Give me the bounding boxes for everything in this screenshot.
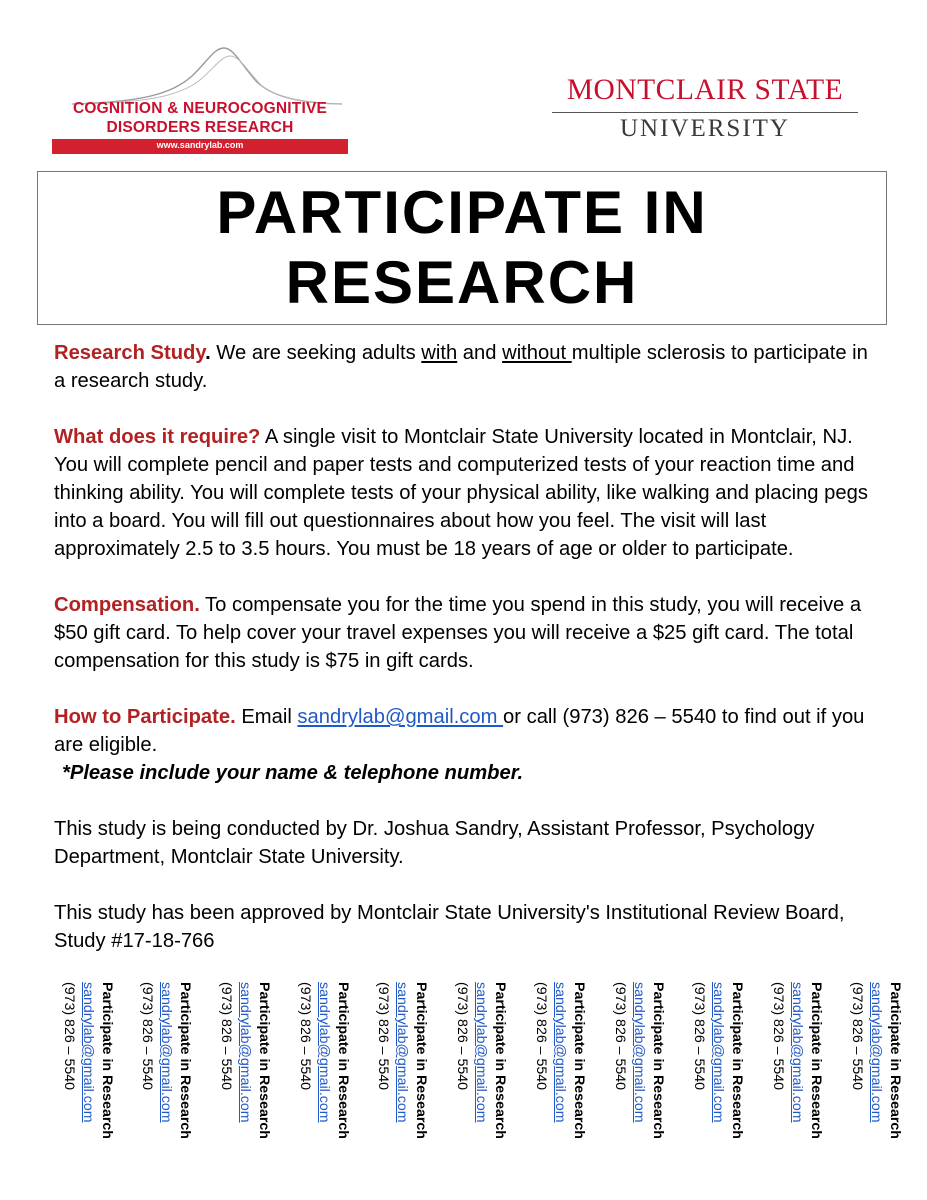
lab-logo-line1: COGNITION & NEUROCOGNITIVE [72, 100, 328, 117]
tab-title: Participate in Research [99, 982, 115, 1139]
contact-email-link[interactable]: sandrylab@gmail.com [297, 706, 504, 728]
tear-off-tab[interactable] [828, 982, 906, 1152]
tear-off-tab[interactable] [591, 982, 669, 1152]
research-study-text-a: We are seeking adults [210, 342, 422, 364]
how-to-participate-text-a: Email [235, 706, 298, 728]
tear-off-tab[interactable] [512, 982, 590, 1152]
tab-title: Participate in Research [256, 982, 272, 1139]
research-study-period: . [205, 342, 211, 364]
lab-logo-url: www.sandrylab.com [156, 140, 244, 150]
tab-email-link[interactable]: sandrylab@gmail.com [80, 982, 96, 1123]
university-logo-sub: UNIVERSITY [620, 115, 790, 142]
tear-off-tab[interactable] [670, 982, 748, 1152]
tab-title: Participate in Research [492, 982, 508, 1139]
tab-phone: (973) 826 – 5540 [375, 982, 391, 1091]
compensation-text: To compensate you for the time you spend in this study, you will receive a $50 gift card. To help cover your travel expenses you will receive a $25 gift card. The total compensation for this study is $75 in gift cards. [54, 594, 862, 672]
research-study-without: without [502, 342, 572, 364]
university-logo-name: MONTCLAIR STATE [566, 74, 844, 106]
tab-phone: (973) 826 – 5540 [139, 982, 155, 1091]
tab-email-link[interactable]: sandrylab@gmail.com [316, 982, 332, 1123]
conducted-by-paragraph: This study is being conducted by Dr. Joshua Sandry, Assistant Professor, Psychology Department, Montclair State University. [54, 818, 815, 868]
tab-phone: (973) 826 – 5540 [849, 982, 865, 1091]
tear-off-tab[interactable] [197, 982, 275, 1152]
tab-email-link[interactable]: sandrylab@gmail.com [868, 982, 884, 1123]
page-title-line1: PARTICIPATE IN [216, 179, 708, 246]
tab-email-link[interactable]: sandrylab@gmail.com [631, 982, 647, 1123]
requirements-text: A single visit to Montclair State University located in Montclair, NJ. You will complete pencil and paper tests and computerized tests of your reaction time and thinking ability. You will complete tests of your physical ability, like walking and placing pegs into a board. You will fill out questionnaires about how you feel. The visit will last approximately 2.5 to 3.5 hours. You must be 18 years of age or older to participate. [54, 426, 868, 560]
tab-email-link[interactable]: sandrylab@gmail.com [394, 982, 410, 1123]
tab-email-link[interactable]: sandrylab@gmail.com [710, 982, 726, 1123]
tab-phone: (973) 826 – 5540 [691, 982, 707, 1091]
tab-email-link[interactable]: sandrylab@gmail.com [552, 982, 568, 1123]
research-study-heading: Research Study [54, 342, 206, 364]
research-study-paragraph [54, 339, 884, 395]
tab-email-link[interactable]: sandrylab@gmail.com [237, 982, 253, 1123]
research-study-text-b: and [457, 342, 503, 364]
how-to-participate-text-b: or call (973) 826 – 5540 to find out if you are eligible. [54, 706, 865, 756]
tear-off-tab[interactable] [749, 982, 827, 1152]
tab-phone: (973) 826 – 5540 [612, 982, 628, 1091]
tab-phone: (973) 826 – 5540 [218, 982, 234, 1091]
flyer-body [54, 339, 884, 955]
tear-off-tabs [40, 982, 903, 1152]
tab-title: Participate in Research [808, 982, 824, 1139]
tab-email-link[interactable]: sandrylab@gmail.com [789, 982, 805, 1123]
bell-curve-icon [52, 46, 348, 106]
tab-phone: (973) 826 – 5540 [454, 982, 470, 1091]
compensation-heading: Compensation. [54, 594, 200, 616]
tab-phone: (973) 826 – 5540 [61, 982, 77, 1091]
how-to-participate-paragraph [54, 703, 884, 759]
requirements-heading: What does it require? [54, 426, 261, 448]
compensation-paragraph [54, 591, 884, 675]
page-title-box [37, 171, 887, 325]
tear-off-tab[interactable] [276, 982, 354, 1152]
tab-title: Participate in Research [729, 982, 745, 1139]
research-study-with: with [421, 342, 458, 364]
research-study-text-c: multiple sclerosis to participate in a research study. [54, 342, 868, 392]
university-logo [552, 72, 858, 144]
tab-title: Participate in Research [887, 982, 903, 1139]
tab-title: Participate in Research [335, 982, 351, 1139]
tab-email-link[interactable]: sandrylab@gmail.com [158, 982, 174, 1123]
tear-off-tab[interactable] [433, 982, 511, 1152]
tear-off-tab[interactable] [40, 982, 118, 1152]
page-title-line2: RESEARCH [285, 249, 639, 316]
include-info-note: *Please include your name & telephone number. [62, 762, 524, 784]
tab-title: Participate in Research [413, 982, 429, 1139]
lab-logo-line2: DISORDERS RESEARCH [106, 119, 294, 136]
tab-phone: (973) 826 – 5540 [770, 982, 786, 1091]
tab-phone: (973) 826 – 5540 [533, 982, 549, 1091]
tab-title: Participate in Research [177, 982, 193, 1139]
irb-approval-paragraph: This study has been approved by Montclair State University's Institutional Review Board, Study #17-18-766 [54, 902, 845, 952]
tear-off-tab[interactable] [118, 982, 196, 1152]
tab-phone: (973) 826 – 5540 [297, 982, 313, 1091]
tab-title: Participate in Research [650, 982, 666, 1139]
university-logo-rule [552, 112, 858, 113]
lab-logo [52, 46, 348, 156]
how-to-participate-heading: How to Participate. [54, 706, 236, 728]
tab-title: Participate in Research [571, 982, 587, 1139]
tab-email-link[interactable]: sandrylab@gmail.com [473, 982, 489, 1123]
requirements-paragraph [54, 423, 884, 563]
tear-off-tab[interactable] [354, 982, 432, 1152]
